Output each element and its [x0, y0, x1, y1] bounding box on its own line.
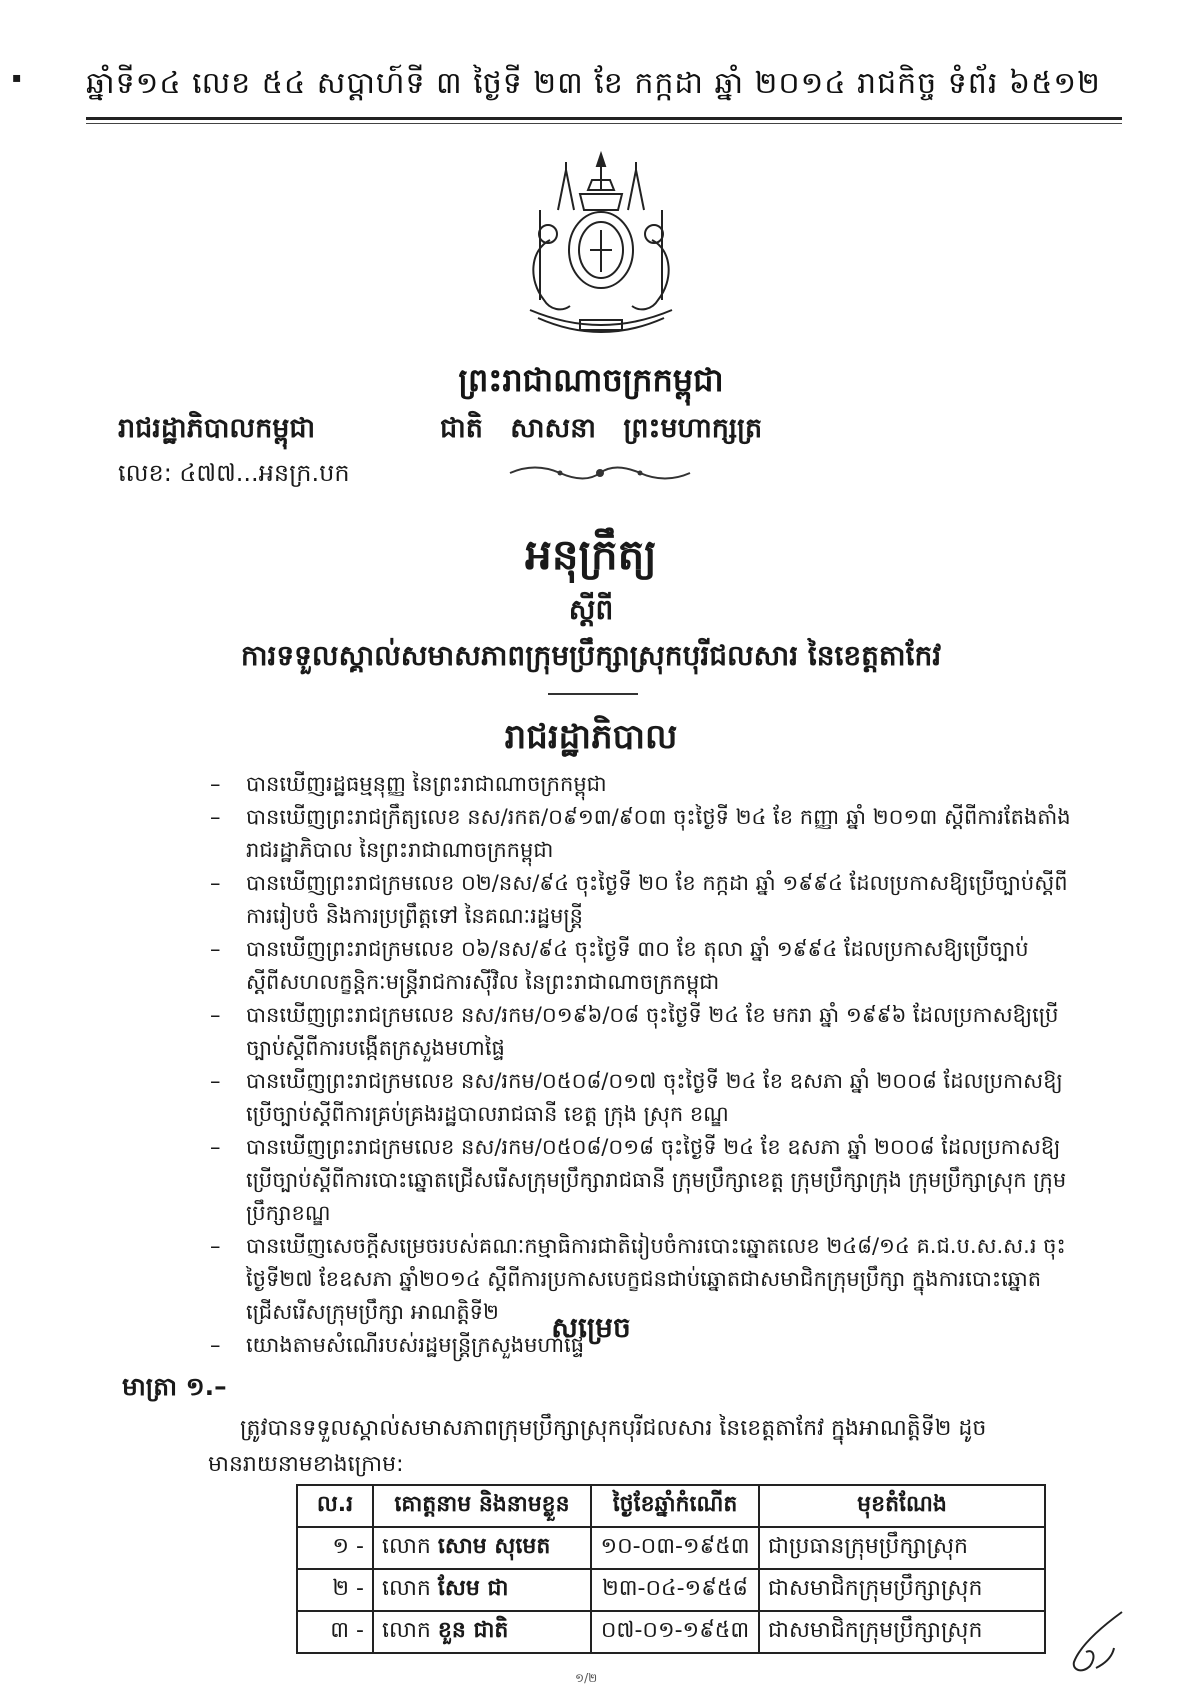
decision-heading: សម្រេច: [551, 1311, 631, 1344]
national-motto: ជាតិ សាសនា ព្រះមហាក្សត្រ: [440, 413, 763, 444]
royal-coat-of-arms-emblem: [510, 150, 692, 350]
table-row: [297, 1527, 1045, 1569]
member-name: សែម ជា: [437, 1576, 509, 1601]
members-table: [296, 1484, 1046, 1654]
member-name-cell: [373, 1611, 591, 1653]
preamble-item: – យោងតាមសំណើរបស់រដ្ឋមន្ត្រីក្រសួងមហាផ្ទៃ: [210, 1329, 1080, 1362]
member-honorific: លោក: [382, 1534, 431, 1559]
member-name: ខួន ជាតិ: [437, 1618, 509, 1643]
member-dob: ០៧-០១-១៩៥៣: [591, 1611, 759, 1653]
member-name: សោម សុមេត: [437, 1534, 551, 1559]
column-header-name: គោត្តនាម និងនាមខ្លួន: [373, 1485, 591, 1527]
member-position: ជាប្រធានក្រុមប្រឹក្សាស្រុក: [759, 1527, 1045, 1569]
preamble-item: – បានឃើញព្រះរាជក្រមលេខ នស/រកម/០៥០៨/០១៨ ចុះថ្ងៃទី ២៤ ខែ ឧសភា ឆ្នាំ ២០០៨ ដែលប្រកាសឱ្យប្រើច្បាប់ស្តីពីការបោះឆ្នោតជ្រើសរើសក្រុមប្រឹក្សារាជធានី ក្រុមប្រឹក្សាខេត្ត ក្រុមប្រឹក្សាក្រុង ក្រុមប្រឹក្សាស្រុក ក្រុមប្រឹក្សាខណ្ឌ: [210, 1131, 1080, 1230]
article-body-continued: មានរាយនាមខាងក្រោម:: [208, 1452, 404, 1477]
member-honorific: លោក: [382, 1618, 431, 1643]
row-number: ១ -: [297, 1527, 373, 1569]
document-title: អនុក្រឹត្យ: [525, 530, 657, 579]
scan-mark: ▪: [12, 70, 22, 86]
preamble-item: – បានឃើញព្រះរាជក្រមលេខ នស/រកម/០៥០៨/០១៧ ចុះថ្ងៃទី ២៤ ខែ ឧសភា ឆ្នាំ ២០០៨ ដែលប្រកាសឱ្យប្រើច្បាប់ស្តីពីការគ្រប់គ្រងរដ្ឋបាលរាជធានី ខេត្ត ក្រុង ស្រុក ខណ្ឌ: [210, 1065, 1080, 1131]
preamble-list: [210, 768, 1080, 1362]
header-rule: [86, 117, 1122, 120]
member-honorific: លោក: [382, 1576, 431, 1601]
member-dob: ១០-០៣-១៩៥៣: [591, 1527, 759, 1569]
row-number: ៣ -: [297, 1611, 373, 1653]
document-subject: ការទទួលស្គាល់សមាសភាពក្រុមប្រឹក្សាស្រុកបុរីជលសារ នៃខេត្តតាកែវ: [240, 639, 942, 672]
government-heading: រាជរដ្ឋាភិបាល: [504, 717, 678, 757]
initials-signature: [1060, 1608, 1132, 1678]
title-about: ស្តីពី: [568, 593, 614, 626]
kingdom-title: ព្រះរាជាណាចក្រកម្ពុជា: [458, 361, 724, 399]
column-header-dob: ថ្ងៃខែឆ្នាំកំណើត: [591, 1485, 759, 1527]
preamble-item: – បានឃើញព្រះរាជក្រមលេខ ០៦/នស/៩៤ ចុះថ្ងៃទី ៣០ ខែ តុលា ឆ្នាំ ១៩៩៤ ដែលប្រកាសឱ្យប្រើច្បាប់ស្តីពីសហលក្ខន្តិកៈមន្ត្រីរាជការស៊ីវិល នៃព្រះរាជាណាចក្រកម្ពុជា: [210, 933, 1080, 999]
preamble-item: – បានឃើញព្រះរាជក្រមលេខ ០២/នស/៩៤ ចុះថ្ងៃទី ២០ ខែ កក្កដា ឆ្នាំ ១៩៩៤ ដែលប្រកាសឱ្យប្រើច្បាប់ស្តីពីការរៀបចំ និងការប្រព្រឹត្តទៅ នៃគណៈរដ្ឋមន្ត្រី: [210, 867, 1080, 933]
ornament-divider-icon: [505, 460, 695, 486]
preamble-item: – បានឃើញរដ្ឋធម្មនុញ្ញ នៃព្រះរាជាណាចក្រកម្ពុជា: [210, 768, 1080, 801]
table-row: [297, 1611, 1045, 1653]
member-dob: ២៣-០៤-១៩៥៨: [591, 1569, 759, 1611]
document-number: លេខ: ៤៧៧...អនក្រ.បក: [118, 459, 350, 487]
table-header-row: [297, 1485, 1045, 1527]
preamble-item: – បានឃើញព្រះរាជក្រឹត្យលេខ នស/រកត/០៩១៣/៩០៣ ចុះថ្ងៃទី ២៤ ខែ កញ្ញា ឆ្នាំ ២០១៣ ស្តីពីការតែងតាំងរាជរដ្ឋាភិបាល នៃព្រះរាជាណាចក្រកម្ពុជា: [210, 801, 1080, 867]
article-body: ត្រូវបានទទួលស្គាល់សមាសភាពក្រុមប្រឹក្សាស្រុកបុរីជលសារ នៃខេត្តតាកែវ ក្នុងអាណត្តិទី២ ដូច: [240, 1416, 987, 1441]
member-position: ជាសមាជិកក្រុមប្រឹក្សាស្រុក: [759, 1569, 1045, 1611]
article-label: មាត្រា ១.–: [122, 1372, 227, 1401]
header-rule-thin: [86, 123, 1122, 124]
column-header-no: ល.រ: [297, 1485, 373, 1527]
member-position: ជាសមាជិកក្រុមប្រឹក្សាស្រុក: [759, 1611, 1045, 1653]
page-marker: ១/២: [575, 1671, 598, 1685]
column-header-position: មុខតំណែង: [759, 1485, 1045, 1527]
preamble-item: – បានឃើញព្រះរាជក្រមលេខ នស/រកម/០១៩៦/០៨ ចុះថ្ងៃទី ២៤ ខែ មករា ឆ្នាំ ១៩៩៦ ដែលប្រកាសឱ្យប្រើច្បាប់ស្តីពីការបង្កើតក្រសួងមហាផ្ទៃ: [210, 999, 1080, 1065]
gazette-header: ឆ្នាំទី១៤ លេខ ៥៤ សប្តាហ៍ទី ៣ ថ្ងៃទី ២៣ ខែ កក្កដា ឆ្នាំ ២០១៤ រាជកិច្ច ទំព័រ ៦៥១២: [86, 66, 1101, 101]
member-name-cell: [373, 1527, 591, 1569]
divider: [548, 693, 638, 695]
member-name-cell: [373, 1569, 591, 1611]
government-label: រាជរដ្ឋាភិបាលកម្ពុជា: [118, 413, 316, 444]
table-row: [297, 1569, 1045, 1611]
row-number: ២ -: [297, 1569, 373, 1611]
preamble-item: – បានឃើញសេចក្តីសម្រេចរបស់គណៈកម្មាធិការជាតិរៀបចំការបោះឆ្នោតលេខ ២៤៨/១៤ គ.ជ.ប.ស.ស.រ ចុះថ្ងៃទី២៧ ខែឧសភា ឆ្នាំ២០១៤ ស្តីពីការប្រកាសបេក្ខជនជាប់ឆ្នោតជាសមាជិកក្រុមប្រឹក្សា ក្នុងការបោះឆ្នោតជ្រើសរើសក្រុមប្រឹក្សា អាណត្តិទី២: [210, 1230, 1080, 1329]
